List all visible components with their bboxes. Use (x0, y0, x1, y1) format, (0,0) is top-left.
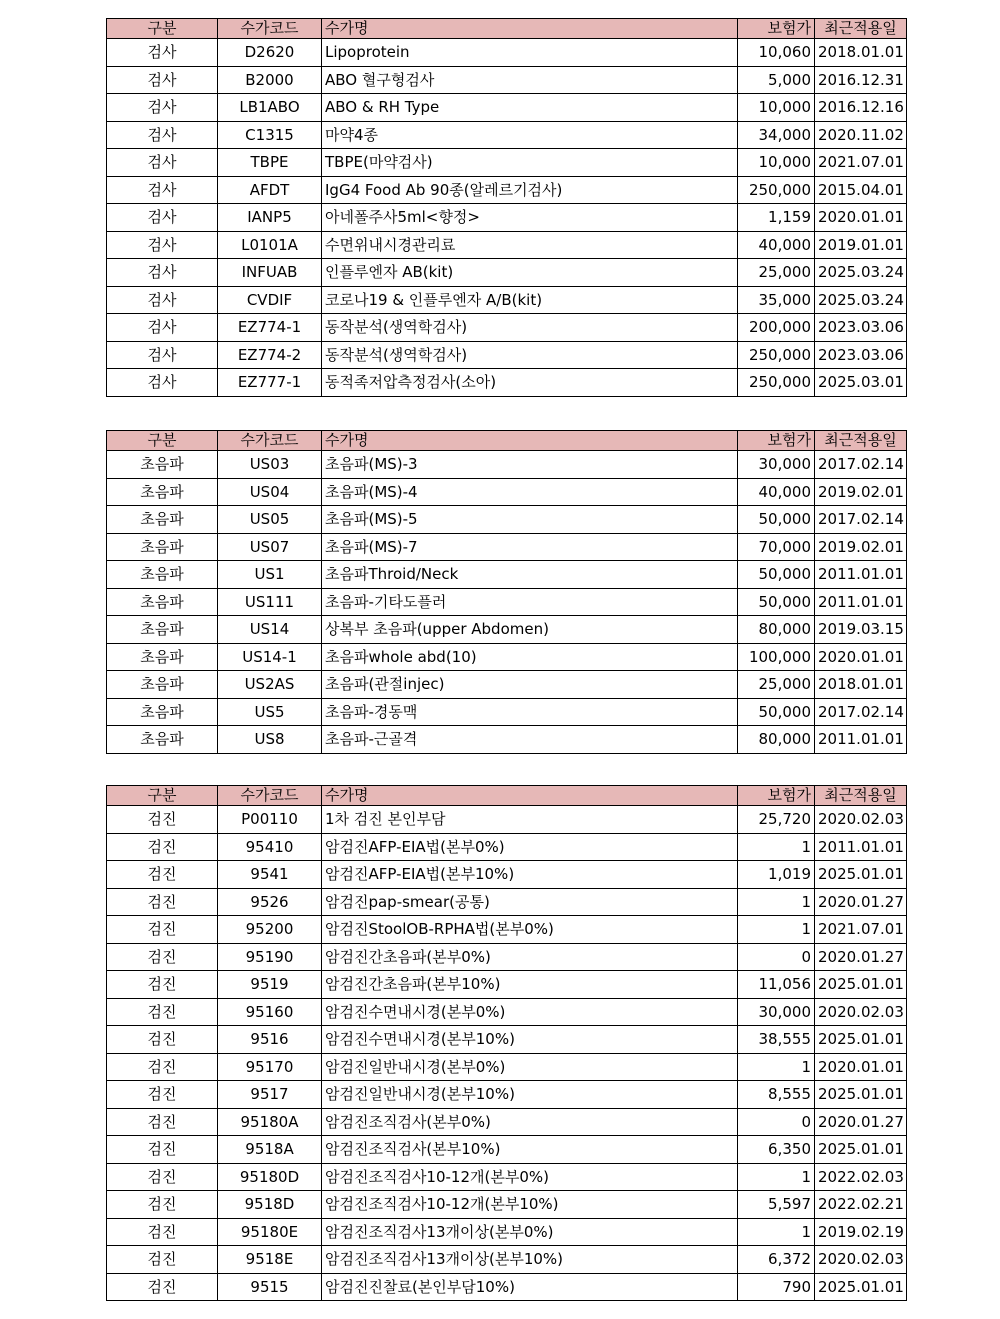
table-row (107, 341, 907, 369)
cell-name: 초음파-경동맥 (322, 698, 738, 726)
cell-date: 2020.01.01 (815, 1053, 907, 1081)
cell-category: 검진 (107, 916, 218, 944)
cell-price: 1 (738, 888, 815, 916)
fee-table-tests (106, 18, 907, 397)
cell-name: ABO & RH Type (322, 94, 738, 122)
cell-code: EZ777-1 (218, 369, 322, 397)
cell-name: 암검진pap-smear(공통) (322, 888, 738, 916)
table-row (107, 149, 907, 177)
cell-code: 95180E (218, 1218, 322, 1246)
cell-date: 2017.02.14 (815, 451, 907, 479)
cell-date: 2019.02.01 (815, 478, 907, 506)
cell-date: 2019.03.15 (815, 616, 907, 644)
table-row (107, 698, 907, 726)
table-row (107, 971, 907, 999)
cell-date: 2011.01.01 (815, 588, 907, 616)
cell-date: 2020.02.03 (815, 806, 907, 834)
cell-code: P00110 (218, 806, 322, 834)
cell-date: 2021.07.01 (815, 916, 907, 944)
cell-code: 95410 (218, 833, 322, 861)
cell-price: 50,000 (738, 588, 815, 616)
cell-name: 초음파(MS)-5 (322, 506, 738, 534)
cell-category: 검진 (107, 806, 218, 834)
cell-category: 초음파 (107, 698, 218, 726)
cell-category: 초음파 (107, 616, 218, 644)
cell-code: 9541 (218, 861, 322, 889)
cell-name: 동작분석(생역학검사) (322, 314, 738, 342)
table-row (107, 451, 907, 479)
cell-date: 2011.01.01 (815, 833, 907, 861)
cell-code: US03 (218, 451, 322, 479)
cell-category: 초음파 (107, 533, 218, 561)
cell-price: 38,555 (738, 1026, 815, 1054)
cell-price: 790 (738, 1273, 815, 1301)
cell-date: 2025.01.01 (815, 1026, 907, 1054)
cell-date: 2025.03.01 (815, 369, 907, 397)
cell-category: 검사 (107, 314, 218, 342)
header-category: 구분 (107, 19, 218, 39)
cell-date: 2022.02.03 (815, 1163, 907, 1191)
cell-category: 검사 (107, 341, 218, 369)
header-price: 보험가 (738, 431, 815, 451)
cell-code: 9518A (218, 1136, 322, 1164)
cell-name: 초음파-근골격 (322, 726, 738, 754)
table-row (107, 39, 907, 67)
table-row (107, 533, 907, 561)
table-row (107, 588, 907, 616)
cell-date: 2025.01.01 (815, 1081, 907, 1109)
table-row (107, 916, 907, 944)
cell-name: 암검진조직검사13개이상(본부0%) (322, 1218, 738, 1246)
table-row (107, 286, 907, 314)
cell-code: 9517 (218, 1081, 322, 1109)
table-row (107, 998, 907, 1026)
cell-date: 2023.03.06 (815, 314, 907, 342)
cell-date: 2017.02.14 (815, 698, 907, 726)
table-row (107, 861, 907, 889)
table-row (107, 176, 907, 204)
header-date: 최근적용일 (815, 786, 907, 806)
cell-name: 인플루엔자 AB(kit) (322, 259, 738, 287)
table-row (107, 616, 907, 644)
cell-category: 검진 (107, 833, 218, 861)
cell-category: 초음파 (107, 671, 218, 699)
cell-code: US14-1 (218, 643, 322, 671)
cell-code: INFUAB (218, 259, 322, 287)
cell-price: 80,000 (738, 726, 815, 754)
table-row (107, 1053, 907, 1081)
cell-name: 동적족저압측정검사(소아) (322, 369, 738, 397)
cell-price: 250,000 (738, 369, 815, 397)
header-code: 수가코드 (218, 786, 322, 806)
table-row (107, 231, 907, 259)
cell-code: 9515 (218, 1273, 322, 1301)
cell-date: 2019.02.01 (815, 533, 907, 561)
cell-price: 50,000 (738, 698, 815, 726)
table-row (107, 1246, 907, 1274)
cell-code: US1 (218, 561, 322, 589)
cell-code: US8 (218, 726, 322, 754)
cell-category: 검사 (107, 369, 218, 397)
table-row (107, 259, 907, 287)
cell-name: 암검진조직검사10-12개(본부0%) (322, 1163, 738, 1191)
cell-category: 검진 (107, 1136, 218, 1164)
cell-code: US04 (218, 478, 322, 506)
table-row (107, 506, 907, 534)
table-row (107, 806, 907, 834)
cell-price: 25,000 (738, 259, 815, 287)
table-header-row (107, 19, 907, 39)
cell-code: IANP5 (218, 204, 322, 232)
cell-price: 0 (738, 1108, 815, 1136)
table-row (107, 121, 907, 149)
cell-name: 1차 검진 본인부담 (322, 806, 738, 834)
cell-price: 70,000 (738, 533, 815, 561)
cell-date: 2020.11.02 (815, 121, 907, 149)
cell-name: 초음파-기타도플러 (322, 588, 738, 616)
cell-date: 2019.01.01 (815, 231, 907, 259)
fee-table-checkup (106, 785, 907, 1301)
cell-name: 초음파Throid/Neck (322, 561, 738, 589)
header-category: 구분 (107, 431, 218, 451)
cell-price: 10,000 (738, 94, 815, 122)
cell-name: 암검진일반내시경(본부0%) (322, 1053, 738, 1081)
cell-date: 2011.01.01 (815, 726, 907, 754)
cell-category: 검진 (107, 888, 218, 916)
cell-category: 검사 (107, 286, 218, 314)
cell-category: 검사 (107, 176, 218, 204)
table-row (107, 1273, 907, 1301)
table-header-row (107, 431, 907, 451)
table-row (107, 1026, 907, 1054)
cell-name: 초음파(MS)-4 (322, 478, 738, 506)
fee-table-ultrasound (106, 430, 907, 754)
table-row (107, 314, 907, 342)
cell-code: US05 (218, 506, 322, 534)
table-header-row (107, 786, 907, 806)
cell-price: 1 (738, 833, 815, 861)
cell-name: 마약4종 (322, 121, 738, 149)
cell-code: L0101A (218, 231, 322, 259)
cell-name: 암검진조직검사13개이상(본부10%) (322, 1246, 738, 1274)
cell-name: 암검진일반내시경(본부10%) (322, 1081, 738, 1109)
cell-price: 6,350 (738, 1136, 815, 1164)
cell-price: 11,056 (738, 971, 815, 999)
cell-name: Lipoprotein (322, 39, 738, 67)
cell-category: 초음파 (107, 726, 218, 754)
cell-name: 동작분석(생역학검사) (322, 341, 738, 369)
table-row (107, 888, 907, 916)
cell-date: 2020.01.27 (815, 943, 907, 971)
cell-category: 검진 (107, 1218, 218, 1246)
cell-name: 암검진간초음파(본부10%) (322, 971, 738, 999)
cell-name: 암검진수면내시경(본부10%) (322, 1026, 738, 1054)
cell-code: 95170 (218, 1053, 322, 1081)
cell-code: 95180A (218, 1108, 322, 1136)
cell-code: 95190 (218, 943, 322, 971)
cell-name: 초음파whole abd(10) (322, 643, 738, 671)
cell-code: US2AS (218, 671, 322, 699)
cell-price: 40,000 (738, 478, 815, 506)
cell-date: 2023.03.06 (815, 341, 907, 369)
cell-code: US14 (218, 616, 322, 644)
cell-date: 2011.01.01 (815, 561, 907, 589)
cell-date: 2015.04.01 (815, 176, 907, 204)
cell-code: 9518E (218, 1246, 322, 1274)
cell-price: 5,000 (738, 66, 815, 94)
table-row (107, 1108, 907, 1136)
header-price: 보험가 (738, 786, 815, 806)
cell-code: 9519 (218, 971, 322, 999)
table-row (107, 643, 907, 671)
cell-code: US5 (218, 698, 322, 726)
cell-price: 100,000 (738, 643, 815, 671)
cell-code: 95160 (218, 998, 322, 1026)
cell-name: 상복부 초음파(upper Abdomen) (322, 616, 738, 644)
cell-code: EZ774-1 (218, 314, 322, 342)
cell-category: 검사 (107, 204, 218, 232)
cell-category: 초음파 (107, 561, 218, 589)
cell-name: 초음파(MS)-7 (322, 533, 738, 561)
cell-date: 2025.03.24 (815, 286, 907, 314)
cell-date: 2020.02.03 (815, 1246, 907, 1274)
table-row (107, 1081, 907, 1109)
table-row (107, 1191, 907, 1219)
table-row (107, 833, 907, 861)
cell-category: 검사 (107, 66, 218, 94)
cell-date: 2025.01.01 (815, 1273, 907, 1301)
cell-price: 1,159 (738, 204, 815, 232)
cell-date: 2016.12.31 (815, 66, 907, 94)
header-name: 수가명 (322, 19, 738, 39)
cell-name: 암검진조직검사10-12개(본부10%) (322, 1191, 738, 1219)
cell-category: 검사 (107, 94, 218, 122)
table-row (107, 66, 907, 94)
cell-code: CVDIF (218, 286, 322, 314)
cell-price: 50,000 (738, 506, 815, 534)
cell-name: 암검진조직검사(본부10%) (322, 1136, 738, 1164)
cell-name: 암검진StoolOB-RPHA법(본부0%) (322, 916, 738, 944)
cell-name: 암검진AFP-EIA법(본부0%) (322, 833, 738, 861)
cell-name: ABO 혈구형검사 (322, 66, 738, 94)
cell-price: 34,000 (738, 121, 815, 149)
cell-price: 1,019 (738, 861, 815, 889)
cell-name: 암검진간초음파(본부0%) (322, 943, 738, 971)
cell-date: 2019.02.19 (815, 1218, 907, 1246)
cell-name: 암검진AFP-EIA법(본부10%) (322, 861, 738, 889)
cell-name: 암검진수면내시경(본부0%) (322, 998, 738, 1026)
table-row (107, 1136, 907, 1164)
cell-date: 2020.01.01 (815, 643, 907, 671)
header-date: 최근적용일 (815, 431, 907, 451)
cell-price: 50,000 (738, 561, 815, 589)
cell-category: 검진 (107, 943, 218, 971)
cell-category: 검진 (107, 1163, 218, 1191)
cell-name: 초음파(MS)-3 (322, 451, 738, 479)
cell-date: 2020.02.03 (815, 998, 907, 1026)
cell-code: D2620 (218, 39, 322, 67)
cell-price: 1 (738, 916, 815, 944)
cell-code: AFDT (218, 176, 322, 204)
cell-price: 0 (738, 943, 815, 971)
cell-price: 10,000 (738, 149, 815, 177)
cell-date: 2025.03.24 (815, 259, 907, 287)
table-row (107, 94, 907, 122)
cell-category: 검진 (107, 1246, 218, 1274)
cell-category: 검진 (107, 861, 218, 889)
cell-code: TBPE (218, 149, 322, 177)
cell-price: 25,720 (738, 806, 815, 834)
header-code: 수가코드 (218, 431, 322, 451)
cell-name: 암검진조직검사(본부0%) (322, 1108, 738, 1136)
cell-price: 250,000 (738, 176, 815, 204)
cell-code: US111 (218, 588, 322, 616)
cell-category: 검진 (107, 1191, 218, 1219)
header-name: 수가명 (322, 786, 738, 806)
cell-price: 35,000 (738, 286, 815, 314)
cell-category: 검사 (107, 259, 218, 287)
cell-category: 초음파 (107, 643, 218, 671)
cell-price: 1 (738, 1218, 815, 1246)
cell-category: 검사 (107, 39, 218, 67)
table-row (107, 1218, 907, 1246)
cell-code: 9518D (218, 1191, 322, 1219)
cell-price: 1 (738, 1163, 815, 1191)
cell-date: 2025.01.01 (815, 861, 907, 889)
cell-date: 2018.01.01 (815, 39, 907, 67)
cell-date: 2017.02.14 (815, 506, 907, 534)
cell-price: 200,000 (738, 314, 815, 342)
cell-date: 2021.07.01 (815, 149, 907, 177)
cell-name: 초음파(관절injec) (322, 671, 738, 699)
cell-date: 2020.01.27 (815, 1108, 907, 1136)
table-row (107, 478, 907, 506)
cell-code: C1315 (218, 121, 322, 149)
cell-code: LB1ABO (218, 94, 322, 122)
cell-category: 검진 (107, 998, 218, 1026)
cell-price: 30,000 (738, 451, 815, 479)
cell-date: 2020.01.01 (815, 204, 907, 232)
cell-category: 검진 (107, 1081, 218, 1109)
cell-name: TBPE(마약검사) (322, 149, 738, 177)
cell-category: 초음파 (107, 478, 218, 506)
cell-category: 검사 (107, 149, 218, 177)
table-row (107, 204, 907, 232)
cell-price: 6,372 (738, 1246, 815, 1274)
header-price: 보험가 (738, 19, 815, 39)
cell-code: EZ774-2 (218, 341, 322, 369)
table-row (107, 1163, 907, 1191)
table-row (107, 369, 907, 397)
header-category: 구분 (107, 786, 218, 806)
cell-price: 30,000 (738, 998, 815, 1026)
cell-code: 95180D (218, 1163, 322, 1191)
cell-name: 수면위내시경관리료 (322, 231, 738, 259)
cell-date: 2016.12.16 (815, 94, 907, 122)
cell-name: 아네폴주사5ml<향정> (322, 204, 738, 232)
cell-price: 40,000 (738, 231, 815, 259)
cell-date: 2018.01.01 (815, 671, 907, 699)
cell-category: 초음파 (107, 588, 218, 616)
cell-category: 검진 (107, 1053, 218, 1081)
cell-date: 2025.01.01 (815, 971, 907, 999)
header-name: 수가명 (322, 431, 738, 451)
cell-price: 80,000 (738, 616, 815, 644)
table-row (107, 943, 907, 971)
cell-code: 9526 (218, 888, 322, 916)
cell-category: 검진 (107, 1273, 218, 1301)
cell-code: 9516 (218, 1026, 322, 1054)
cell-price: 8,555 (738, 1081, 815, 1109)
cell-category: 검진 (107, 1108, 218, 1136)
cell-date: 2020.01.27 (815, 888, 907, 916)
header-code: 수가코드 (218, 19, 322, 39)
cell-name: IgG4 Food Ab 90종(알레르기검사) (322, 176, 738, 204)
table-row (107, 726, 907, 754)
cell-price: 25,000 (738, 671, 815, 699)
cell-category: 검진 (107, 1026, 218, 1054)
cell-price: 250,000 (738, 341, 815, 369)
cell-date: 2022.02.21 (815, 1191, 907, 1219)
cell-category: 초음파 (107, 506, 218, 534)
header-date: 최근적용일 (815, 19, 907, 39)
cell-code: B2000 (218, 66, 322, 94)
cell-name: 암검진진찰료(본인부담10%) (322, 1273, 738, 1301)
cell-date: 2025.01.01 (815, 1136, 907, 1164)
cell-price: 10,060 (738, 39, 815, 67)
table-row (107, 671, 907, 699)
table-row (107, 561, 907, 589)
cell-price: 5,597 (738, 1191, 815, 1219)
cell-name: 코로나19 & 인플루엔자 A/B(kit) (322, 286, 738, 314)
cell-code: 95200 (218, 916, 322, 944)
cell-category: 검진 (107, 971, 218, 999)
cell-category: 초음파 (107, 451, 218, 479)
cell-category: 검사 (107, 231, 218, 259)
cell-code: US07 (218, 533, 322, 561)
cell-price: 1 (738, 1053, 815, 1081)
cell-category: 검사 (107, 121, 218, 149)
